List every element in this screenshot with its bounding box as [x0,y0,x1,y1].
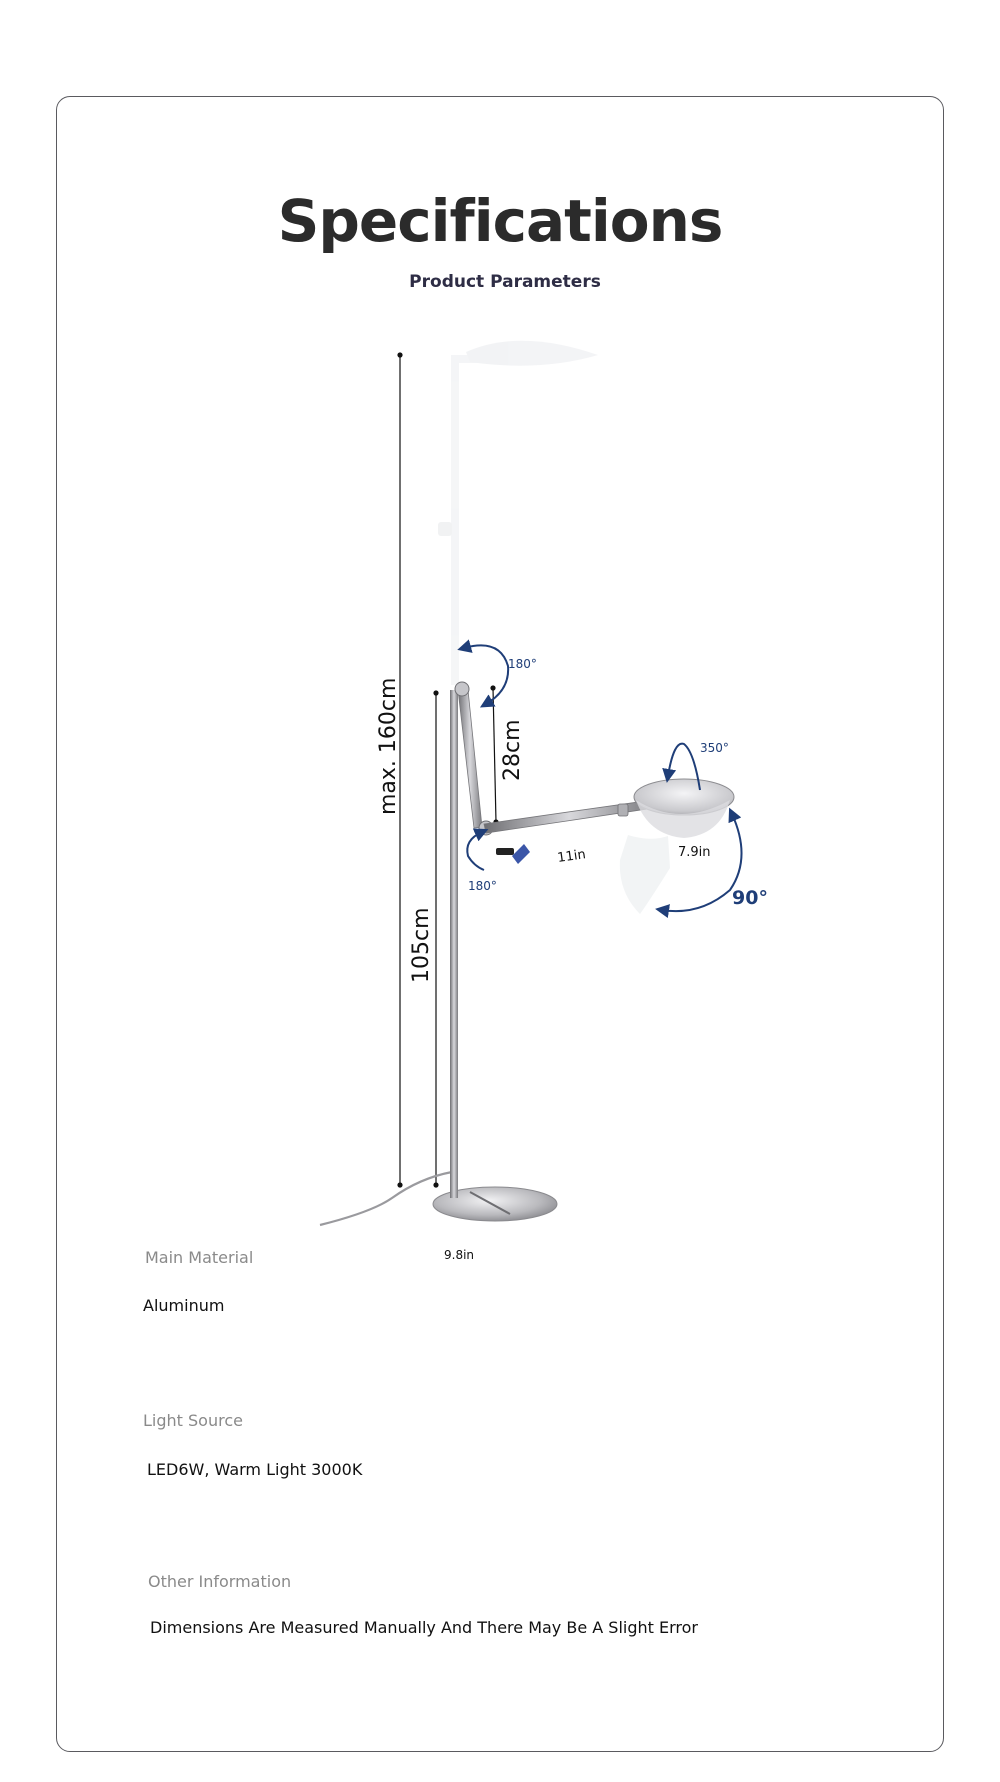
spec-label-other-information: Other Information [148,1572,292,1591]
joint-knob-icon [496,844,530,864]
label-base-height: 105cm [409,907,434,983]
label-upper-arm: 28cm [500,719,525,781]
spec-label-light-source: Light Source [143,1411,243,1430]
label-shade: 7.9in [678,845,711,860]
spec-value-main-material: Aluminum [143,1296,225,1315]
page-title: Specifications [277,187,723,255]
rotation-arrow-bottom [467,832,484,870]
label-angle-rotation: 350° [700,741,729,755]
label-lower-arm: 11in [556,847,587,866]
lamp-head [620,779,734,914]
label-angle-tilt: 90° [732,887,768,909]
label-base-width: 9.8in [444,1248,475,1262]
label-angle-top: 180° [508,657,537,671]
dimension-line-upper-arm [490,685,498,824]
label-angle-bottom: 180° [468,879,497,893]
spec-value-other-information: Dimensions Are Measured Manually And There May Be A Slight Error [150,1618,698,1637]
lamp-lower-arm [484,800,654,833]
spec-value-light-source: LED6W, Warm Light 3000K [147,1460,363,1479]
page-subtitle: Product Parameters [409,272,601,292]
rotation-arrow-top [464,645,508,704]
lamp-pole [450,690,458,1198]
dimension-line-base-height [433,690,438,1187]
label-max-height: max. 160cm [376,677,401,815]
lamp-upper-arm [458,690,482,828]
power-cable [320,1172,452,1225]
ghost-lamp-silhouette [438,341,598,685]
spec-label-main-material: Main Material [145,1248,254,1267]
